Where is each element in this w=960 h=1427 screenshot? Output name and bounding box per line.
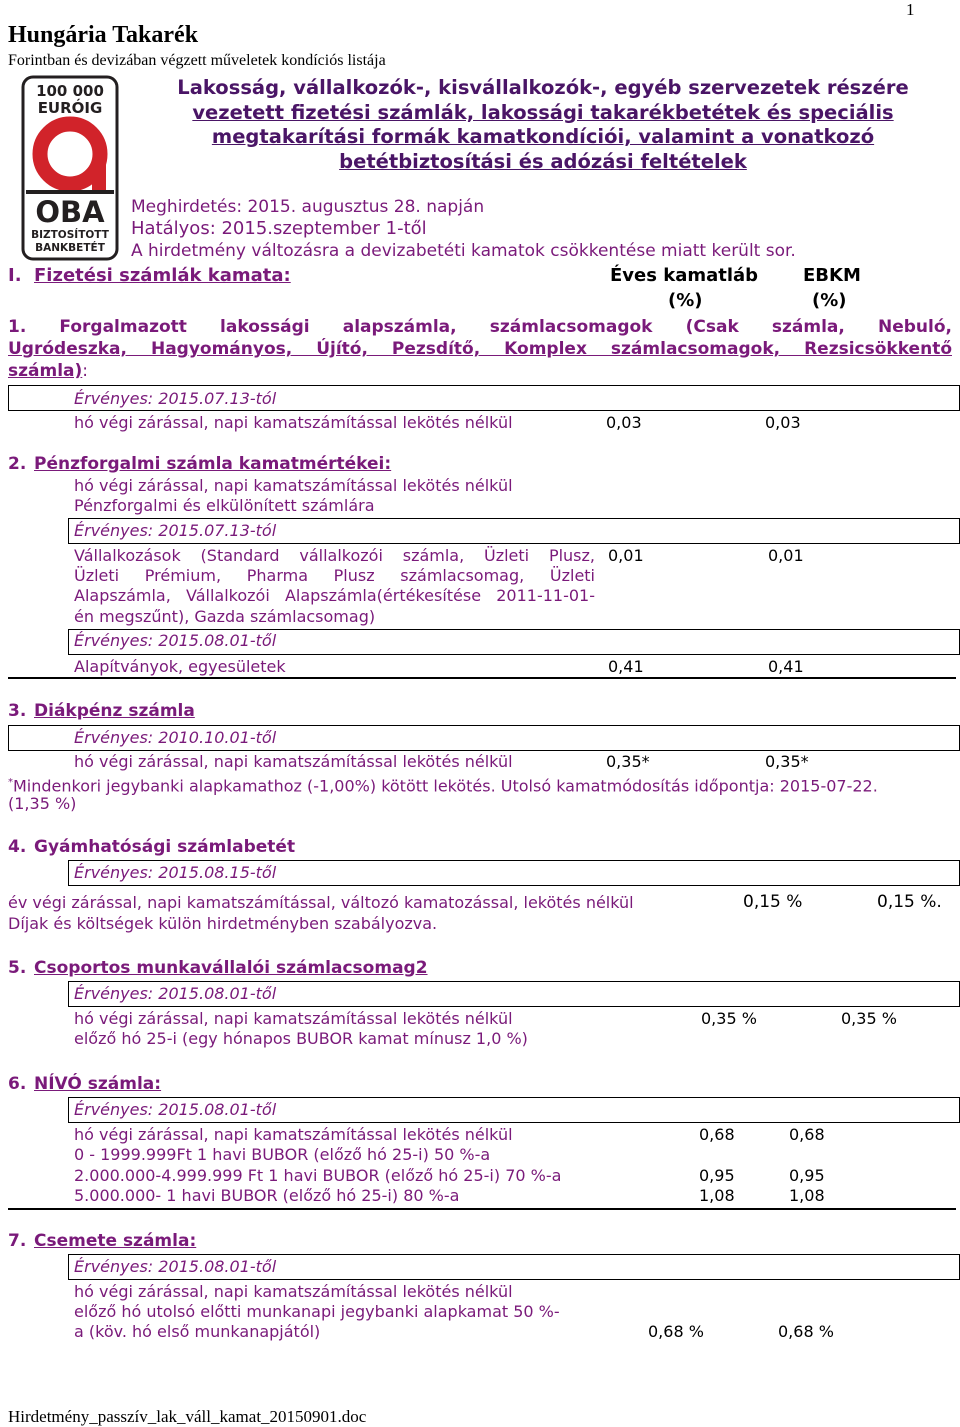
item3-heading: Diákpénz számla [34, 701, 195, 721]
item7-line1: hó végi zárással, napi kamatszámítással lekötés nélkül [74, 1282, 513, 1301]
oba-logo [20, 74, 120, 262]
item3-note-line2: (1,35 %) [8, 794, 77, 813]
item4-rate: 0,15 % [743, 892, 803, 912]
title-line-4: betétbiztosítási és adózási feltételek [339, 149, 747, 173]
item4-ebkm: 0,15 %. [877, 892, 942, 912]
item4-note: Díjak és költségek külön hirdetményben szabályozva. [8, 914, 438, 933]
item2-ebkm-1: 0,01 [768, 546, 804, 565]
col-ebkm-header: EBKM [803, 265, 861, 286]
bank-name: Hungária Takarék [8, 22, 199, 48]
col-rate-header: Éves kamatláb [610, 265, 759, 286]
item6-row-3-label: 2.000.000-4.999.999 Ft 1 havi BUBOR (előző hó 25-i) 70 %-a [74, 1166, 562, 1185]
logo-brand: OBA [35, 195, 105, 229]
item6-heading: NÍVÓ számla: [34, 1074, 162, 1094]
item5-valid: Érvényes: 2015.08.01-től [74, 984, 277, 1003]
document-title [150, 76, 936, 174]
item1-heading-line3: számla): [8, 361, 89, 381]
item2-number: 2. [8, 454, 27, 474]
announced-date: Meghirdetés: 2015. augusztus 28. napján [131, 197, 485, 217]
item3-note: *Mindenkori jegybanki alapkamathoz (-1,00%) kötött lekötés. Utolsó kamatmódosítás időpontja: 2015-07-22. [8, 776, 878, 796]
item4-heading: Gyámhatósági számlabetét [34, 837, 296, 857]
item2-valid-2: Érvényes: 2015.08.01-től [74, 631, 277, 650]
oba-logo-graphic [20, 74, 120, 262]
logo-insured: BIZTOSÍTOTT [31, 229, 109, 241]
item3-valid: Érvényes: 2010.10.01-től [74, 728, 277, 747]
item2-divider [8, 677, 956, 679]
item2-desc-line4: én megszűnt), Gazda számlacsomag) [74, 607, 376, 626]
footer-filename: Hirdetmény_passzív_lak_váll_kamat_20150901.doc [8, 1407, 367, 1426]
item2-ebkm-2: 0,41 [768, 657, 804, 676]
item1-rate: 0,03 [606, 413, 642, 432]
item4-valid: Érvényes: 2015.08.15-től [74, 863, 277, 882]
item6-row-1-rate: 0,68 [699, 1125, 735, 1144]
bank-subtitle: Forintban és devizában végzett műveletek kondíciós listája [8, 52, 386, 69]
item6-row-3-ebkm: 0,95 [789, 1166, 825, 1185]
item7-ebkm: 0,68 % [778, 1322, 834, 1341]
title-line-1: Lakosság, vállalkozók-, kisvállalkozók-, egyéb szervezetek részére [177, 76, 909, 99]
item5-number: 5. [8, 958, 27, 978]
item3-number: 3. [8, 701, 27, 721]
item1-heading-line1: 1. Forgalmazott lakossági alapszámla, számlacsomagok (Csak számla, Nebuló, [8, 317, 952, 337]
item6-row-4-ebkm: 1,08 [789, 1186, 825, 1205]
item2-desc-line3: Alapszámla, Vállalkozói Alapszámla(értékesítése 2011-11-01- [74, 586, 595, 605]
item7-line2: előző hó utolsó előtti munkanapi jegybanki alapkamat 50 %- [74, 1302, 560, 1321]
title-line-3: megtakarítási formák kamatkondíciói, valamint a vonatkozó [211, 125, 875, 148]
logo-deposit: BANKBETÉT [35, 242, 105, 254]
logo-currency: EURÓIG [37, 99, 103, 117]
section-number: I. [8, 265, 22, 286]
item2-sub1: hó végi zárással, napi kamatszámítással lekötés nélkül [74, 476, 513, 495]
change-note: A hirdetmény változásra a devizabetéti kamatok csökkentése miatt került sor. [131, 241, 796, 261]
item2-desc-line1: Vállalkozások (Standard vállalkozói számla, Üzleti Plusz, [74, 546, 595, 565]
page-number: 1 [906, 0, 915, 19]
item3-row-label: hó végi zárással, napi kamatszámítással lekötés nélkül [74, 752, 513, 771]
item5-note: előző hó 25-i (egy hónapos BUBOR kamat mínusz 1,0 %) [74, 1029, 528, 1048]
item1-ebkm: 0,03 [765, 413, 801, 432]
item2-valid-1: Érvényes: 2015.07.13-tól [74, 521, 277, 540]
item3-ebkm: 0,35* [765, 752, 809, 771]
item6-row-4-rate: 1,08 [699, 1186, 735, 1205]
item3-rate: 0,35* [606, 752, 650, 771]
item7-rate: 0,68 % [648, 1322, 704, 1341]
item4-number: 4. [8, 837, 27, 857]
item6-valid: Érvényes: 2015.08.01-től [74, 1100, 277, 1119]
item6-number: 6. [8, 1074, 27, 1094]
item6-divider [8, 1208, 956, 1210]
title-line-2: vezetett fizetési számlák, lakossági takarékbetétek és speciális [192, 100, 894, 124]
item6-row-4-label: 5.000.000- 1 havi BUBOR (előző hó 25-i) 80 %-a [74, 1186, 460, 1205]
item6-row-1-label: hó végi zárással, napi kamatszámítással lekötés nélkül [74, 1125, 513, 1144]
item5-rate: 0,35 % [701, 1009, 757, 1028]
item5-row-label: hó végi zárással, napi kamatszámítással lekötés nélkül [74, 1009, 513, 1028]
logo-amount: 100 000 [36, 82, 104, 100]
item7-heading: Csemete számla: [34, 1231, 197, 1251]
effective-date: Hatályos: 2015.szeptember 1-től [131, 218, 427, 239]
item5-heading: Csoportos munkavállalói számlacsomag2 [34, 958, 428, 978]
col-ebkm-unit: (%) [812, 290, 847, 311]
item6-row-3-rate: 0,95 [699, 1166, 735, 1185]
item7-valid: Érvényes: 2015.08.01-től [74, 1257, 277, 1276]
item2-rate-2: 0,41 [608, 657, 644, 676]
item6-row-2-label: 0 - 1999.999Ft 1 havi BUBOR (előző hó 25-i) 50 %-a [74, 1145, 491, 1164]
item4-row-label: év végi zárással, napi kamatszámítással, változó kamatozással, lekötés nélkül [8, 893, 634, 912]
item1-heading-line2: Ugródeszka, Hagyományos, Újító, Pezsdítő, Komplex számlacsomagok, Rezsicsökkentő [8, 339, 952, 359]
item7-line3: a (köv. hó első munkanapjától) [74, 1322, 321, 1341]
item2-desc-line2: Üzleti Prémium, Pharma Plusz számlacsomag, Üzleti [74, 566, 595, 585]
item1-valid: Érvényes: 2015.07.13-tól [74, 389, 277, 408]
item7-number: 7. [8, 1231, 27, 1251]
item1-row-label: hó végi zárással, napi kamatszámítással lekötés nélkül [74, 413, 513, 432]
item2-row2-label: Alapítványok, egyesületek [74, 657, 286, 676]
item6-row-1-ebkm: 0,68 [789, 1125, 825, 1144]
section-title: Fizetési számlák kamata: [34, 265, 291, 286]
item2-sub2: Pénzforgalmi és elkülönített számlára [74, 496, 375, 515]
item2-heading: Pénzforgalmi számla kamatmértékei: [34, 454, 392, 474]
item5-ebkm: 0,35 % [841, 1009, 897, 1028]
item2-rate-1: 0,01 [608, 546, 644, 565]
col-rate-unit: (%) [668, 290, 703, 311]
